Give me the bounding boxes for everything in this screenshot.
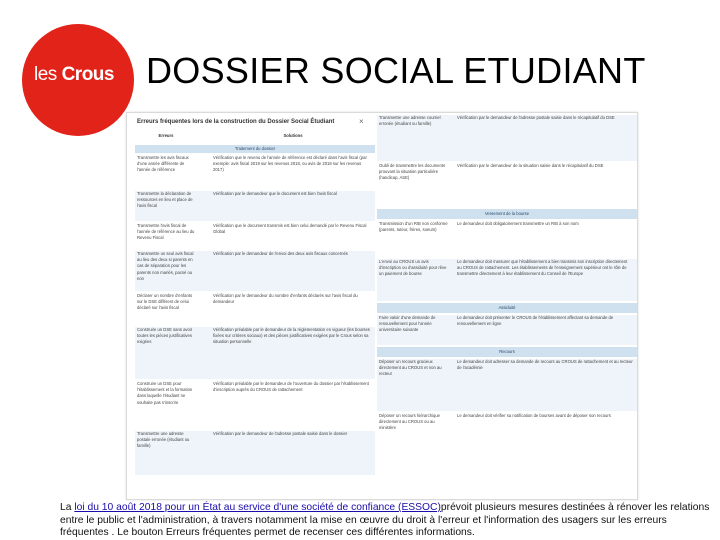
- table-header: [135, 133, 375, 143]
- section-band: [135, 145, 375, 153]
- errors-table-right: [377, 113, 637, 501]
- solution-cell: Vérification que le revenu de l'année de référence est déclaré dans l'avis fiscal (par exemple: avis fiscal 2019 sur les revenus 2018, ou avis de 2018 sur les revenus 2017): [213, 155, 367, 173]
- error-cell: Transmettre les avis fiscaux d'une année différente de l'année de référence: [137, 155, 189, 173]
- section-band-label: Traitement du dossier: [234, 146, 276, 151]
- solution-cell: Le demandeur doit adresser sa demande de recours au CROUS de rattachement et au recteur de l'académie: [457, 359, 633, 371]
- solution-cell: Vérification que le document transmis est bien celui demandé par le Revenu Fiscal Global: [213, 223, 367, 235]
- table-row: [135, 223, 375, 249]
- caption: [60, 502, 710, 540]
- table-row: [135, 293, 375, 325]
- error-cell: Déposer un recours hiérarchique directement au CROUS ou au ministère: [379, 413, 440, 431]
- panel-title: Erreurs fréquentes lors de la construction du Dossier Social Étudiant: [137, 119, 335, 125]
- error-cell: Transmettre l'avis fiscal de l'année de référence au lieu du Revenu Fiscal: [137, 223, 195, 241]
- section-band: [377, 209, 637, 219]
- section-band-label: Assiduité: [498, 305, 516, 310]
- errors-table-left: [135, 133, 375, 495]
- error-cell: Construire un DSE sans avoir toutes les pièces justificatives exigées: [137, 327, 193, 345]
- solution-cell: Vérification par le demandeur de l'adresse postale saisie dans le dossier: [213, 431, 348, 436]
- errors-panel-screenshot: [126, 112, 638, 500]
- solution-cell: Le demandeur doit s'assurer que l'établissement a bien transmis son inscription directement au CROUS de rattachement. Les établissements de l'enseignement supérieur ont le rôle de transmettre directement à leur établissement du Conseil de l'Europe: [457, 259, 628, 277]
- table-row: [135, 155, 375, 189]
- section-band: [377, 303, 637, 313]
- error-cell: L'envoi au CROUS un avis d'inscription ou d'assiduité pour rêve un paiement de bourse: [379, 259, 447, 277]
- header-solutions: Solutions: [283, 133, 303, 138]
- logo-text-light: les: [34, 64, 62, 85]
- error-cell: Transmettre une adresse postale erronée (étudiant ou famille): [137, 431, 190, 449]
- logo-text: [34, 64, 114, 86]
- logo-text-bold: Crous: [61, 64, 114, 85]
- error-cell: Transmettre une adresse courriel erronée (étudiant ou famille): [379, 115, 441, 127]
- solution-cell: Vérification préalable par le demandeur de l'ouverture du dossier par l'établissement d'inscription auprès du CROUS de rattachement: [213, 381, 369, 393]
- solution-cell: Vérification par le demandeur que le document est bien l'avis fiscal: [213, 191, 337, 196]
- error-cell: Transmettre la déclaration de ressources en lieu et place de l'avis fiscal: [137, 191, 193, 209]
- error-cell: Construire un DSE pour l'établissement et la formation dans laquelle l'étudiant ne souhaite pas s'inscrire: [137, 381, 193, 405]
- table-row: [377, 259, 637, 301]
- table-row: [135, 251, 375, 291]
- table-row: [135, 327, 375, 379]
- essoc-law-link[interactable]: loi du 10 août 2018 pour un État au service d'une société de confiance (ESSOC): [74, 502, 441, 513]
- header-errors: Erreurs: [158, 133, 174, 138]
- error-cell: Oubli de transmettre les documents prouvant la situation particulière (handicap, ASE): [379, 163, 446, 181]
- table-row: [377, 221, 637, 257]
- solution-cell: Le demandeur doit présenter le CROUS de l'établissement affectant sa demande de renouvellement en ligne: [457, 315, 614, 327]
- error-cell: Faire valoir d'une demande de renouvellement pour l'année universitaire suivante: [379, 315, 436, 333]
- table-row: [135, 191, 375, 221]
- table-row: [135, 431, 375, 475]
- error-cell: Transmettre un seul avis fiscal au lieu des deux si parents en cas de séparation pour les parents non mariés, pacsé ou non: [137, 251, 194, 281]
- caption-suffix: prévoit plusieurs mesures destinées à rénover les relations entre le public et l'administration, à travers notamment la mise en œuvre du droit à l'erreur et l'information des usagers sur les erreurs fréquentes . Le bouton Erreurs fréquentes permet de recenser ces différentes informations.: [60, 502, 710, 539]
- solution-cell: Vérification par le demandeur de l'envoi des deux avis fiscaux concernés: [213, 251, 348, 256]
- error-cell: Déclarer un nombre d'enfants sur le DSE différent de celui déclaré sur l'avis fiscal: [137, 293, 193, 311]
- table-row: [377, 115, 637, 161]
- solution-cell: Le demandeur doit vérifier sa notification de bourses avant de déposer son recours: [457, 413, 611, 418]
- section-band-label: Versement de la bourse: [484, 211, 530, 216]
- solution-cell: Le demandeur doit obligatoirement transmettre un RIB à son nom: [457, 221, 579, 226]
- table-row: [377, 413, 637, 471]
- solution-cell: Vérification par le demandeur du nombre d'enfants déclarés sur l'avis fiscal du demandeur: [213, 293, 358, 305]
- section-band-label: Recours: [499, 349, 515, 354]
- close-icon[interactable]: ×: [359, 117, 364, 126]
- table-row: [377, 163, 637, 207]
- table-row: [377, 359, 637, 411]
- section-band: [377, 347, 637, 357]
- error-cell: Déposer un recours gracieux directement au CROUS et non au recteur: [379, 359, 442, 377]
- solution-cell: Vérification par le demandeur de l'adresse postale saisie dans le récapitulatif du DSE: [457, 115, 615, 120]
- solution-cell: Vérification préalable par le demandeur de la réglementation en vigueur (les bourses fixées sur critères sociaux) et des pièces justificatives exigées par le Crous selon sa situation personnelle: [213, 327, 370, 345]
- error-cell: Transmission d'un RIB non conforme (parents, tuteur, frères, soeurs): [379, 221, 448, 233]
- table-row: [135, 381, 375, 429]
- page-title: DOSSIER SOCIAL ETUDIANT: [146, 50, 646, 91]
- table-row: [377, 315, 637, 345]
- caption-prefix: La: [60, 502, 75, 513]
- solution-cell: Vérification par le demandeur de la situation saisie dans le récapitulatif du DSE: [457, 163, 604, 168]
